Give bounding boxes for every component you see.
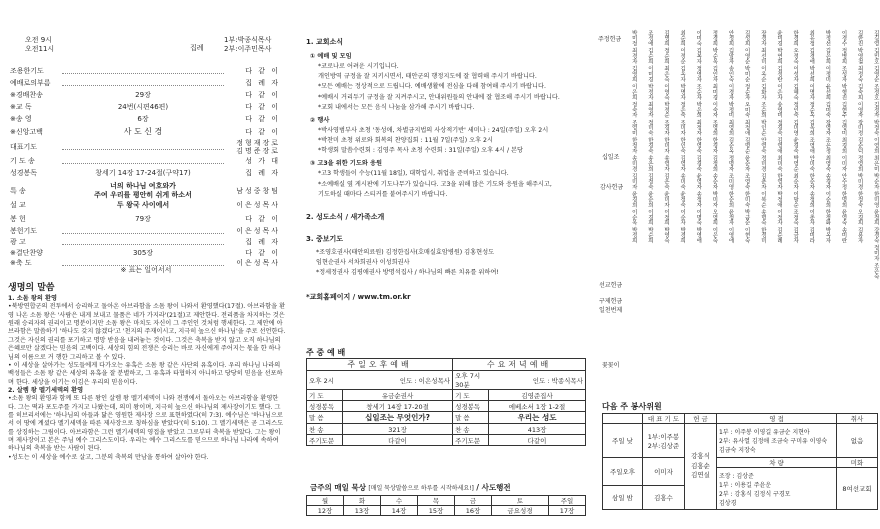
wednesday-value: 김영준집사: [489, 390, 586, 401]
weekly-worship-title: 주 중 예 배: [306, 348, 346, 357]
homepage-link[interactable]: *교회홈페이지 / www.tm.or.kr: [306, 293, 411, 302]
worship-order-row: [10, 237, 280, 247]
worship-order-content: [62, 145, 224, 150]
news-column: [296, 0, 592, 529]
wednesday-value: 에베소서 1장 1-2절: [489, 401, 586, 412]
donor-name-column: 김성희 이영순 박미순 정순자 오미숙 최정애 김명순 윤순자 조영숙 한미숙 박금순 이현숙: [743, 30, 750, 244]
worship-table-key: 말 씀: [453, 412, 489, 424]
sermon-title: 생명의 말씀: [8, 283, 55, 293]
worship-order-row: [10, 102, 280, 112]
worship-table-key: 기 도: [307, 390, 343, 401]
sunday-leader: 인도 : 이은성목사: [343, 371, 453, 390]
meditation-chapter: 16장: [455, 506, 492, 516]
worship-order-leader: 집 례 자: [245, 79, 280, 87]
donor-name-column: 최유정 김경애 박선희 이명자 정순옥 김옥희 조영애 안미숙 한순자 송정희 이춘자 김미라: [808, 30, 815, 244]
worship-order-row: [10, 78, 280, 88]
worship-subsection-title: ① 예배 및 모임: [310, 53, 352, 60]
sunday-cooking: 없음: [837, 424, 878, 458]
worship-table-row: [307, 401, 586, 412]
worship-order-leader: 이은성목사: [236, 259, 280, 267]
worship-order-leader: 다 같 이: [245, 115, 280, 123]
worship-order-row: [10, 66, 280, 76]
sunday-value: 다같이: [343, 435, 453, 446]
point-2-text: •소돔 왕의 환영과 함께 또 다른 왕인 살렘 왕 멜기세덱이 나와 전쟁에서 돌아오는 아브라함을 환영한다. 그는 떡과 포도주를 가지고 나왔는데, 의미 왕이며, 지극히 높으신 하나님의 제사장이기도 했다. 그를 히브리서에는 '하나님의 아들과 닮은 영원한 제사장 으로 표현하였다(히 7:3). 예수님은 '하나님으로서 이 땅에 계셨다 멜기세덱을 따른 제사장으로 칭하심을 받았다'(히 5:10). 그 멜기세덱은 곧 그리스도를 상징하는 그림이다. 아브라함은 그런 멜기세덱의 영접을 받았고 그로부터 축복을 받았다. 그는 왕이며 제사장이고 본은 주님 예수 그리스도이다. 우리는 예수 그리스도를 믿으므로 하나님 나라에 속하여 하나님의 축복을 받는 사람이 된다.: [8, 395, 284, 453]
meditation-chapters: [307, 506, 586, 516]
worship-order-leader: 이은성목사: [236, 227, 280, 235]
donor-name-column: 박정선 김은희 이정미 윤선희 김미숙 장영자 조은정 최영숙 송경자 이순희 한정화 박옥자: [824, 30, 831, 244]
worship-order-leader: 집 례 자: [245, 169, 280, 177]
worship-order-leader: 다 같 이: [245, 103, 280, 111]
worship-order-label: 봉 헌: [10, 215, 26, 223]
worship-order-label: 조용한기도: [10, 67, 44, 75]
meditation-day: 월: [307, 496, 344, 506]
wednesday-value: 413장: [489, 424, 586, 435]
wednesday-value: 다같이: [489, 435, 586, 446]
donor-name-column: 한경희 오정숙 이성자 김혜숙 정인숙 김미영 윤경숙 박영순 최순자 이말순 조정숙 김금자: [792, 30, 799, 244]
worship-order-label: ※교 독: [10, 103, 32, 111]
sunday-value: 321장: [343, 424, 453, 435]
meditation-day: 토: [492, 496, 549, 506]
label-flowers: 꽃꽂이: [602, 362, 620, 369]
sunday-afternoon-title: 주일오후예배: [307, 359, 453, 371]
officiants: 1부:박종식목사 2부:이주민목사: [224, 36, 272, 53]
worship-order-leader: 정형재장로 김명준장로: [236, 139, 280, 155]
worship-order-content: 24번(시편46편): [117, 103, 169, 111]
worship-order-row: [10, 226, 280, 236]
worship-order-content: [62, 69, 224, 74]
col-head-offering: 헌 금: [685, 414, 717, 424]
worship-table-row: [307, 390, 586, 401]
worship-order-content: [62, 81, 224, 86]
worship-order-label: 봉헌기도: [10, 227, 38, 235]
worship-order-content: [62, 240, 224, 245]
wednesday-prayer: 김홍수: [643, 486, 685, 510]
church-news: [306, 37, 588, 302]
wednesday-value: 우리는 성도: [489, 412, 586, 424]
col-head-cleaning: 미화: [837, 458, 878, 468]
worship-order-content: [62, 229, 224, 234]
meditation-day: 수: [381, 496, 418, 506]
meditation-days: [307, 496, 586, 506]
prayer-items: *고3 학생들이 수능(11월 18일), 대학입시, 취업을 준비하고 있습니다. *소예배실 옆 게시판에 기도나무가 있습니다. 고3을 위해 많은 기도와 응원을 해주시고, 기도하실 때마다 스티커를 붙여주시기 바랍니다.: [318, 170, 552, 198]
donor-names: [630, 30, 878, 390]
col-head-greeting: 영 접: [717, 414, 837, 424]
slot-sunday: 주일 낮: [603, 424, 643, 458]
label-weekly-offering: 주정헌금: [598, 36, 622, 43]
worship-order-row: [10, 168, 280, 178]
section-2-title: 2. 성도소식 / 새가족소개: [306, 212, 385, 221]
worship-table-row: [307, 424, 586, 435]
meditation-day: 금: [455, 496, 492, 506]
vehicle-team: 조장 : 김상준 1부 : 이용길 주윤운 2부 : 강홍식 김정식 구경모 김상경: [717, 468, 837, 510]
worship-order-label: ※결단찬양: [10, 249, 43, 257]
point-1-text: •북방연합군의 전투에서 승리하고 돌아온 아브라함을 소돔 왕이 나와서 환영했다(17절). 아브라함을 환영 나온 소돔 왕은 '사람은 내게 보내고 물품은 네가 가지라'(21절)고 제안한다. 전리품을 차지하는 것은 원래 승리자의 권리이고 명분이지만 소돔 왕은 마치도 자신이 그 주인인 것처럼 행세한다. 그 제안에 아브라함은 말씀하기 '하나도 갖지 않겠다'고 '천지의 주재이시고, 지극히 높으신 하나님'을 주로 선언한다. 그것은 자신의 권리를 포기하고 명망 받음을 내려놓는 것이다. 그것은 축복을 받지 않고 오직 하나님의 은혜로만 살겠다는 믿음의 고백이다. 세상의 힘의 전쟁은 승리는 바로 자신에게 주어지는 몫을 한 하나님의 이름으로 거 행한 그리하고 볼 수 있다.: [8, 303, 286, 361]
wednesday-leader: 인도 : 박종식목사: [489, 371, 586, 390]
point-1-text-b: • 이 세상을 살아가는 성도들에게 다가오는 유혹은 소돔 왕 같은 사단의 유혹이다. 우리 하나님 나라의 백성들은 소돔 왕 같은 세상의 유혹을 잘 분별하고, 그 유혹과 타협하지 아니하고 당당히 믿음을 선포하며 한다. 세상을 이기는 이김은 우리의 믿음이다.: [8, 361, 283, 386]
worship-table-row: [307, 435, 586, 446]
donor-name-column: 윤미경 박연희 김정란 이은자 송영미 정경숙 김영애 최미숙 한영자 박정애 이정자 김순례: [775, 30, 782, 244]
point-2-title: 2. 살렘 왕 멜기세덱의 환영: [8, 386, 84, 394]
worship-order-content: 너의 하나님 여호와가 주여 우리를 평안히 쉬게 하소서: [94, 182, 192, 199]
meditation-book: / 사도행전: [476, 483, 511, 492]
worship-order-label: 대표기도: [10, 143, 38, 151]
label-mission-offering: 선교헌금: [599, 282, 623, 289]
worship-table-key: 주기도문: [453, 435, 489, 446]
intercession-list: *조영호권사(태안의료원) 김정한집사(호매실효암병원) 김홍현성도 임현순권사 서차희권사 이성희권사 *정세정권사 김평애권사 방명석집사 / 하나님의 빠른 치유를 위하여!: [316, 248, 499, 277]
worship-order-row: [10, 90, 280, 100]
slot-afternoon: 주일오후: [603, 458, 643, 486]
donor-name-column: 김길영 김민호 김영순 조정호 김정자 박정숙 이영희 최은미 박순자 한미영 윤정희 강경숙 정미자 조은숙: [872, 30, 879, 280]
worship-order-content: 사 도 신 경: [123, 127, 163, 136]
worship-order-label: 예배로의부름: [10, 79, 51, 87]
events-subsection-title: ② 행사: [310, 116, 330, 124]
sunday-value: 유금순권사: [343, 390, 453, 401]
worship-table-key: 기 도: [453, 390, 489, 401]
meditation-chapter: 12장: [307, 506, 344, 516]
donor-name-column: 안정희 김말자 송인숙 이경자 박정미 최영희 김순옥 정명자 조미영 한순희 윤정자 이영애: [727, 30, 734, 244]
worship-table-key: 말 씀: [307, 412, 343, 424]
col-head-cooking: 취사: [837, 414, 878, 424]
worship-table-key: 찬 송: [453, 424, 489, 435]
worship-order-label: 성경봉독: [10, 169, 38, 177]
meditation-heading: [310, 482, 511, 493]
meditation-day: 화: [344, 496, 381, 506]
donor-name-column: 장경자 최선미 이옥순 김화자 조순희 박인순 안영숙 정미경 김춘자 이복순 송명숙 한정미: [759, 30, 766, 244]
worship-rows: [307, 390, 586, 446]
service-times: 오전 9시 오전11시: [25, 36, 55, 53]
worship-order-leader: 다 같 이: [245, 249, 280, 257]
event-items: *박사영범부사 초청 '동성애, 차별금지법의 사상적기반' 세미나 : 24일(주일) 오후 2시 *박찬미 초청 위로와 회복의 찬양집회 : 11월 7일(주일) 오후 2시 *학생회 말씀수련회 : 김영주 목사 초청 수련회 : 31일(주일) 오후 4시 / 본당: [318, 126, 549, 155]
worship-order-row: [10, 214, 280, 224]
worship-order-label: 광 고: [10, 238, 26, 246]
worship-table-row: [307, 412, 586, 424]
worship-order-content: 두 왕국 사이에서: [116, 201, 170, 209]
worship-order-content: 29장: [135, 91, 151, 99]
point-1-title: 1. 소돔 왕의 환영: [8, 295, 57, 302]
donor-name-column: 김한진 박영철 최정숙 김숙희 이영자 장미정 김순덕 정영희 박미경 한정숙 오경희 김용자: [856, 30, 863, 244]
worship-order-content: 79장: [135, 215, 151, 223]
worship-order-leader: 다 같 이: [245, 127, 280, 136]
label-relief-offering: 구제헌금: [599, 298, 623, 305]
donor-name-column: 김명희 정순희 최은숙 이영숙 박정순 조경자 한미자 송영자 김은숙 윤미자 이정희 박영숙: [662, 30, 669, 244]
worship-order-label: ※축 도: [10, 259, 32, 267]
worship-table-key: 찬 송: [307, 424, 343, 435]
point-2-text-b: •성도는 이 세상을 예수로 살고, 그분의 축복의 만남을 통하여 살아야 한다.: [8, 453, 209, 461]
worship-order-leader: 성 가 대: [245, 157, 280, 165]
offering-list: [596, 30, 880, 395]
meditation-table: [306, 495, 586, 516]
worship-order-leader: 다 같 이: [245, 67, 280, 75]
worship-order-content: 6장: [137, 115, 149, 123]
col-head-blank: [603, 414, 643, 424]
meditation-chapter: 15장: [418, 506, 455, 516]
worship-order-row: [10, 114, 280, 124]
sunday-prayer: 1부:이주봉 2부:김상준: [643, 424, 685, 458]
donor-name-column: 이미숙 김복자 정영자 조순자 박은희 최정자 한영숙 김경숙 윤영자 송정자 이명숙 박영애: [695, 30, 702, 244]
worship-order-label: 기 도 송: [10, 157, 35, 165]
offering-column: [596, 0, 880, 529]
officiant-label: 집례: [190, 44, 204, 52]
offering-team: 강홍식 김홍순 김연실: [685, 424, 717, 510]
label-thousand-offering: 일천번제: [599, 307, 623, 314]
worship-order-row: [10, 200, 280, 210]
slot-wednesday: 삼일 밤: [603, 486, 643, 510]
worship-order-label: ※신앙고백: [10, 127, 43, 136]
col-head-prayer: 대 표 기 도: [643, 414, 685, 424]
sunday-greeters: 1부 : 이주봉 이영길 유금순 지현아 2부: 유사열 김정애 조금숙 구미유 이영숙 김금숙 지장숙: [717, 424, 837, 458]
wednesday-evening-title: 수요저녁예배: [453, 359, 586, 371]
worship-order-label: 설 교: [10, 201, 26, 209]
order-of-worship-column: [0, 0, 292, 529]
worship-order-leader: 집 례 자: [245, 238, 280, 246]
worship-order-content: 창세기 14장 17-24절(구약17): [95, 169, 191, 177]
worship-order-row: [10, 139, 280, 155]
meditation-chapter: 13장: [344, 506, 381, 516]
meditation-day: 목: [418, 496, 455, 506]
worship-order-content: 305장: [132, 249, 154, 257]
worship-order-row: [10, 126, 280, 137]
wednesday-time: 오후 7시 30분: [453, 371, 489, 390]
sunday-time: 오후 2시: [307, 371, 343, 390]
meditation-chapter: 14장: [381, 506, 418, 516]
worship-order-row: [10, 156, 280, 166]
prayer-subsection-title: ③ 고3을 위한 기도와 응원: [310, 160, 382, 168]
meditation-chapter: 17장: [548, 506, 585, 516]
weekly-worship-table: [306, 358, 586, 446]
worship-order-leader: 남성중창팀: [236, 187, 280, 195]
worship-order-label: 특 송: [10, 187, 26, 195]
worship-order-label: ※송 영: [10, 115, 32, 123]
standing-note: ※ 표는 일어서서: [120, 266, 172, 274]
cleaning-team: 8여선교회: [837, 468, 878, 510]
worship-order-leader: 다 같 이: [245, 91, 280, 99]
worship-order-content: [62, 159, 224, 164]
donor-name-column: 박미정 최경자 김영희 이은희 정숙자 조영미 한정자 송미경 김미자 윤경희 이순옥 박정희: [630, 30, 637, 244]
worship-table-key: 주기도문: [307, 435, 343, 446]
meditation-title: 금주의 매일 묵상: [310, 483, 366, 492]
section-3-title: 3. 중보기도: [306, 234, 344, 243]
meditation-day: 주일: [548, 496, 585, 506]
worship-order-leader: 이은성목사: [236, 201, 280, 209]
worship-order-leader: 다 같 이: [245, 215, 280, 223]
sunday-value: 창세기 14장 17-20절: [343, 401, 453, 412]
service-team-table: [602, 413, 878, 510]
donor-name-column: 이경수 정병희 조성자 박형진 김현주 김영미 최경희 이미자 안수정 한명희 윤영숙 송미란: [840, 30, 847, 244]
afternoon-prayer: 이미자: [643, 458, 685, 486]
label-thanks-offering: 감사헌금: [600, 184, 624, 191]
donor-name-column: 조정애 김순희 이미경 박정자 최영자 정미숙 한경숙 송은희 김정숙 윤순희 이경희 박순희: [646, 30, 653, 244]
donor-name-column: 최순희 이정순 김옥자 박명자 정은숙 조미자 한인숙 김영자 송미숙 윤정숙 이순자 박경희: [679, 30, 686, 244]
section-1-title: 1. 교회소식: [306, 38, 344, 46]
worship-order-row: [10, 182, 280, 200]
meditation-chapter: 금요성경: [492, 506, 549, 516]
worship-order-label: ※경배찬송: [10, 91, 43, 99]
service-team-title: 다음 주 봉사위원: [602, 402, 662, 411]
sunday-value: 십일조는 무엇인가?: [343, 412, 453, 424]
worship-table-key: 성경봉독: [453, 401, 489, 412]
worship-items: *코로나로 어려운 시기입니다. 개인방역 규정을 잘 지키시면서, 태안군의 행정지도에 잘 협력해 주시기 바랍니다. *모든 예배는 정상적으로 드립니다. 예배생활에 전심을 다해 참여해 주시기 바랍니다. *예배시 거리두기 규정을 잘 지켜주시고, 안내위원들의 안내에 잘 협조해 주시기 바랍니다. *교회 내에서는 모든 음식 나눔을 삼가해 주시기 바랍니다.: [318, 63, 560, 111]
worship-order-row: [10, 248, 280, 258]
label-tithe: 십일조: [602, 154, 620, 161]
donor-name-column: 정경희 박순옥 김인자 최미경 이숙자 조영희 한경자 김정희 송순자 박미자 오영희 이은숙: [711, 30, 718, 244]
worship-table-key: 성경봉독: [307, 401, 343, 412]
col-head-vehicle: 차 량: [717, 458, 837, 468]
sermon-summary: [8, 280, 286, 462]
meditation-subtitle: [매일 묵상말씀으로 하루를 시작하세요!]: [368, 485, 474, 492]
